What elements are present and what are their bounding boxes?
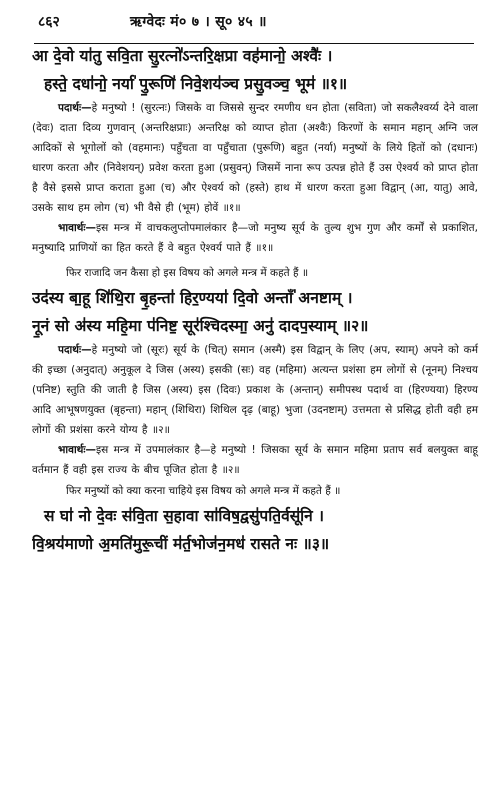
mantra-3-line-1: स घा॑ नो दे॒वः स॑वि॒ता स॒हावा सा॑विष॒द्वसु॑पति॒र्वसू॑नि । <box>44 507 325 525</box>
padartha-2 <box>32 340 478 440</box>
page-content <box>32 40 478 558</box>
bhavartha-1-text: इस मन्त्र में वाचकलुप्तोपमालंकार है—जो मनुष्य सूर्य के तुल्य शुभ गुण और कर्मों से प्रकाशित, मनुष्यादि प्राणियों का हित करते हैं वे बहुत ऐश्वर्य पाते हैं ॥१॥ <box>32 222 478 254</box>
padartha-2-text: हे मनुष्यो जो (सूरः) सूर्य के (चित्) समान (अस्मै) इस विद्वान् के लिए (अप, स्याम्) अपने को कर्म की इच्छा (अनुदात्) अनुकूल दे जिस (अस्य) इसकी (सः) वह (महिमा) अत्यन्त प्रशंसा हम लोगों से (नूनम्) निश्चय (पनिष्ट) स्तुति की जाती है जिस (अस्य) इस (दिवः) प्रकाश के (अन्तान्) समीपस्थ पदार्थ वा (हिरण्यया) हिरण्य आदि आभूषणयुक्त (बृहन्ता) महान् (शिथिरा) शिथिल दृढ़ (बाहू) भुजा (उदनष्टाम्) उत्तमता से प्रसिद्ध होती वही हम लोगों की प्रशंसा करने योग्य है ॥२॥ <box>32 344 478 436</box>
mantra-1-line-2: हस्ते॒ दधा॑नो॒ नर्या॑ पु॒रूणि॑ निवे॒शय॑ञ्च प्रसु॒वञ्च॒ भूम॑ ॥१॥ <box>44 75 348 93</box>
bhavartha-2 <box>32 440 478 480</box>
running-title: ऋग्वेदः मं० ७ । सू० ४५ ॥ <box>130 14 267 30</box>
padartha-2-label: पदार्थः— <box>58 344 92 356</box>
mantra-2-line-1: उद॑स्य बा॒हू शि॑थि॒रा बृ॒हन्ता॑ हिर॒ण्यया॑ दि॒वो अन्ताँ॑ अनष्टाम् । <box>32 289 353 307</box>
mantra-3-line-2: वि॒श्रय॑माणो अ॒मति॑मुरू॒चीं म॑र्त॒भोज॑न॒मध॑ रासते नः ॥३॥ <box>32 535 330 553</box>
bhavartha-1 <box>32 218 478 258</box>
padartha-1-text: हे मनुष्यो ! (सुरत्नः) जिसके वा जिससे सुन्दर रमणीय धन होता (सविता) जो सकलैश्वर्य्य देने वाला (देवः) दाता दिव्य गुणवान् (अन्तरिक्षप्राः) अन्तरिक्ष को व्याप्त होता (अश्वैः) किरणों के समान महान् अग्नि जल आदिकों से भूगोलों को (वहमानः) पहुँचता वा पहुँचाता (पुरूणि) बहुत (नर्या) मनुष्यों के लिये हितों को (दधानः) धारण करता और (निवेशयन्) प्रवेश करता हुआ (प्रसुवन्) जिसमें नाना रूप उत्पन्न होते हैं उस ऐश्वर्य को प्राप्त होता है वैसे इससे प्राप्त कराता हुआ (च) और ऐश्वर्य को (हस्ते) हाथ में धारण करता हुआ विद्वान् (आ, यातु) आवे, उसके साथ हम लोग (च) भी वैसे ही (भूम) होवें ॥१॥ <box>32 102 478 214</box>
bhavartha-2-label: भावार्थः— <box>58 444 96 456</box>
page-number: ८६२ <box>38 14 60 30</box>
padartha-1-label: पदार्थः— <box>58 102 92 114</box>
intro-2: फिर राजादि जन कैसा हो इस विषय को अगले मन्त्र में कहते हैं ॥ <box>66 267 309 279</box>
bhavartha-1-label: भावार्थः— <box>58 222 96 234</box>
mantra-1-line-1: आ दे॒वो या॑तु सवि॒ता सु॒रत्नो॑ऽन्तरि॒क्षप्रा वह॑मानो॒ अश्वैः॑ । <box>32 47 333 65</box>
bhavartha-2-text: इस मन्त्र में उपमालंकार है—हे मनुष्यो ! जिसका सूर्य के समान महिमा प्रताप सर्व बलयुक्त बाहू वर्तमान हैं वही इस राज्य के बीच पूजित होता है ॥२॥ <box>32 444 478 476</box>
intro-3: फिर मनुष्यों को क्या करना चाहिये इस विषय को अगले मन्त्र में कहते हैं ॥ <box>66 485 341 497</box>
mantra-2-line-2: नू॒नं सो अ॑स्य महि॒मा प॑निष्ट॒ सूर॑श्चिदस्मा॒ अनु॑ दादप॒स्याम् ॥२॥ <box>32 317 369 335</box>
padartha-1 <box>32 98 478 218</box>
page-header <box>0 8 503 38</box>
